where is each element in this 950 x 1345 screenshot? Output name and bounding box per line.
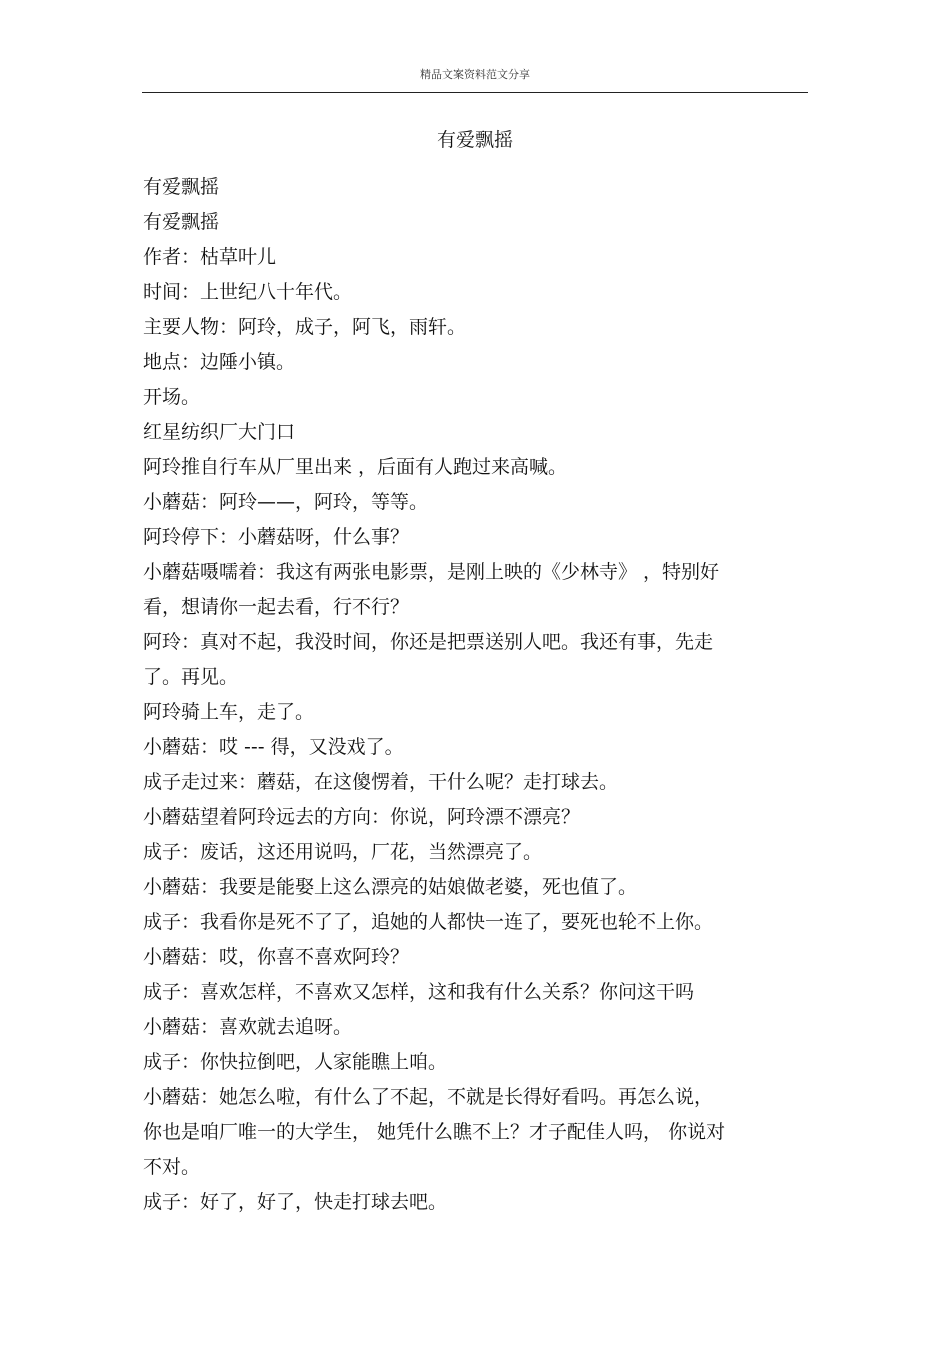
text-line: 小蘑菇：阿玲——，阿玲，等等。 xyxy=(143,491,429,513)
text-line: 成子走过来：蘑菇，在这傻愣着，干什么呢？走打球去。 xyxy=(143,771,619,793)
page-header xyxy=(142,66,808,93)
text-line: 小蘑菇望着阿玲远去的方向：你说，阿玲漂不漂亮？ xyxy=(143,806,581,828)
text-line: 小蘑菇：哎，你喜不喜欢阿玲？ xyxy=(143,946,410,968)
text-line: 作者：枯草叶儿 xyxy=(143,246,277,268)
text-line: 时间：上世纪八十年代。 xyxy=(143,281,353,303)
text-line: 有爱飘摇 xyxy=(143,211,220,233)
text-line: 你也是咱厂唯一的大学生， 她凭什么瞧不上？才子配佳人吗， 你说对 xyxy=(143,1121,726,1143)
text-line: 成子：废话，这还用说吗，厂花，当然漂亮了。 xyxy=(143,841,543,863)
header-text: 精品文案资料范文分享 xyxy=(420,68,530,81)
text-line: 地点：边陲小镇。 xyxy=(143,351,296,373)
text-line: 阿玲骑上车，走了。 xyxy=(143,701,315,723)
text-line: 成子：好了，好了，快走打球去吧。 xyxy=(143,1191,448,1213)
text-line: 了。再见。 xyxy=(143,666,239,688)
text-line: 阿玲推自行车从厂里出来 ，后面有人跑过来高喊。 xyxy=(143,456,568,478)
text-line: 小蘑菇嗫嚅着：我这有两张电影票，是刚上映的《少林寺》 ，特别好 xyxy=(143,561,720,583)
text-line: 有爱飘摇 xyxy=(143,176,220,198)
document-title: 有爱飘摇 xyxy=(436,129,513,151)
text-line: 成子：喜欢怎样，不喜欢又怎样，这和我有什么关系？你问这干吗 xyxy=(143,981,695,1003)
text-line: 小蘑菇：喜欢就去追呀。 xyxy=(143,1016,353,1038)
document-body xyxy=(143,170,807,1220)
text-line: 主要人物：阿玲，成子，阿飞，雨轩。 xyxy=(143,316,467,338)
text-line: 阿玲：真对不起，我没时间，你还是把票送别人吧。我还有事，先走 xyxy=(143,631,714,653)
text-line: 不对。 xyxy=(143,1156,201,1178)
text-line: 阿玲停下：小蘑菇呀，什么事？ xyxy=(143,526,410,548)
text-line: 红星纺织厂大门口 xyxy=(143,421,296,443)
text-line: 成子：我看你是死不了了，追她的人都快一连了，要死也轮不上你。 xyxy=(143,911,714,933)
text-line: 小蘑菇：我要是能娶上这么漂亮的姑娘做老婆，死也值了。 xyxy=(143,876,638,898)
text-line: 小蘑菇：她怎么啦，有什么了不起，不就是长得好看吗。再怎么说， xyxy=(143,1086,714,1108)
text-line: 看，想请你一起去看，行不行？ xyxy=(143,596,410,618)
text-line: 小蘑菇：哎 --- 得，又没戏了。 xyxy=(143,736,404,758)
text-line: 成子：你快拉倒吧，人家能瞧上咱。 xyxy=(143,1051,448,1073)
text-line: 开场。 xyxy=(143,386,201,408)
